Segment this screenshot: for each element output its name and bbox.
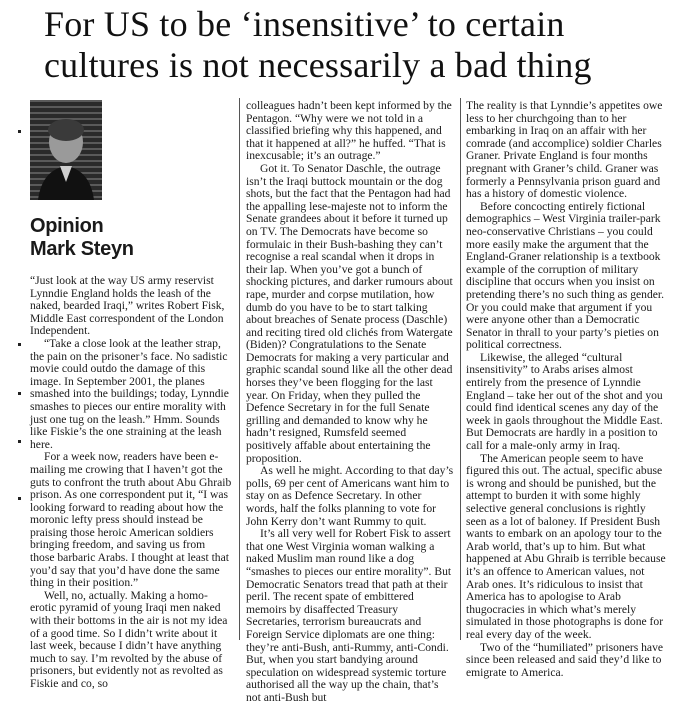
paragraph: It’s all very well for Robert Fisk to assert that one West Virginia woman walking a naked Muslim man round like a dog “smashes to pieces our entire morality”. But Democratic Senators tread that path at their peril. The recent spate of embittered memoirs by disaffected Treasury Secretaries, terrorism bureaucrats and Foreign Service diplomats are one thing: they’re anti-Bush, anti-Rummy, anti-Condi. But, when you start bandying around speculation on widespread systemic torture authorised all the way up the chain, that’s not anti-Bush but [246,527,452,704]
headline-line-1: For US to be ‘insensitive’ to certain [44,4,565,44]
column-divider [239,98,240,640]
section-label: Opinion [30,215,104,237]
paragraph: The reality is that Lynndie’s appetites owe less to her churchgoing than to her embarking in Iraq on an affair with her comrade (and accomplice) soldier Charles Graner. Private England is four months pregnant with Graner’s child. Graner was formerly a Pennsylvania prison guard and has a history of domestic violence. [466,99,663,201]
paragraph: “Just look at the way US army reservist Lynndie England holds the leash of the naked, bearded Iraqi,” writes Robert Fisk, Middle East correspondent of the London Independent. [30,274,225,338]
article-column-3 [466,100,668,679]
article-column-2 [246,100,454,705]
margin-mark [18,343,21,346]
paragraph: Got it. To Senator Daschle, the outrage isn’t the Iraqi buttock mountain or the dog shots, but the fact that the Pentagon had had the appalling lese-majeste not to inform the Senate grandees about it before it turned up on TV. The Democrats have become so formulaic in their Bush-bashing they can’t recognise a real scandal when it drops in their lap. When you’ve got a bunch of shocking pictures, and darker rumours about rape, murder and corpse mutilation, how dumb do you have to be to start talking about breaches of Senate process (Daschle) and reciting tired old clichés from Watergate (Biden)? Congratulations to the Senate Democrats for making a very particular and graphic scandal sound like all the other dead horses they’ve been flogging for the last year. On Friday, when they pulled the Defence Secretary in for the full Senate grilling and demanded to know why he hadn’t resigned, Rumsfeld seemed positively affable about entertaining the proposition. [246,161,453,465]
headline [44,4,664,86]
paragraph: Before concocting entirely fictional demographics – West Virginia trailer-park neo-conservative Christians – you could more easily make the argument that the England-Graner relationship is a textbook example of the corruption of military discipline that occurs when you insist on pretending there’s no such thing as gender. Or you could make that argument if you were anyone other than a Democratic Senator in thrall to your party’s pieties on political correctness. [466,199,665,352]
paragraph: Likewise, the alleged “cultural insensitivity” to Arabs arises almost entirely from the presence of Lynndie England – take her out of the shot and you could find identical scenes any day of the week in gaols throughout the Middle East. But Democrats are hardly in a position to call for a male-only army in Iraq. [466,350,663,453]
paragraph: As well he might. According to that day’s polls, 69 per cent of Americans want him to stay on as Defence Secretary. In other words, half the folks planning to vote for John Kerry don’t want Rummy to quit. [246,464,454,528]
paragraph: “Take a close look at the leather strap, the pain on the prisoner’s face. No sadistic movie could outdo the damage of this image. In September 2001, the planes smashed into the buildings; today, Lynndie smashes to pieces our entire morality with just one tug on the leash.” Hmm. Sounds like Fiskie’s the one straining at the leash here. [30,336,229,451]
author-portrait-icon [30,100,102,200]
article-column-1 [30,275,232,691]
paragraph: The American people seem to have figured this out. The actual, specific abuse is wrong and should be punished, but the attempt to burden it with some highly selective general conclusions is rightly seen as a lot of baloney. If President Bush wants to embark on an apology tour to the Arab world, that’s up to him. But what happened at Abu Ghraib is terrible because it’s an offence to American values, not Arab ones. It’s ridiculous to insist that America has to apologise to Arab thugocracies in which what’s merely simulated in those photographs is done for real every day of the week. [466,451,666,641]
margin-mark [18,392,21,395]
margin-mark [18,440,21,443]
paragraph: colleagues hadn’t been kept informed by the Pentagon. “Why were we not told in a classified briefing why this happened, and that it happened at all?” he huffed. “That is inexcusable; it’s an outrage.” [246,99,452,163]
author-name: Mark Steyn [30,238,134,260]
column-divider [460,98,461,640]
author-portrait [30,100,102,200]
margin-mark [18,130,21,133]
paragraph: Well, no, actually. Making a homo-erotic pyramid of young Iraqi men naked with their bottoms in the air is not my idea of a good time. So I didn’t write about it last week, because I didn’t have anything much to say. I’m revolted by the abuse of prisoners, but evidently not as revolted as Fiskie and co, so [30,588,228,690]
paragraph: Two of the “humiliated” prisoners have since been released and said they’d like to emigrate to America. [466,640,664,679]
paragraph: For a week now, readers have been e-mailing me crowing that I haven’t got the guts to confront the truth about Abu Ghraib prison. As one correspondent put it, “I was looking forward to reading about how the moronic lefty press should instead be praising those heroic American soldiers bringing freedom, and saving us from those barbaric Arabs. I thought at least that you’d say that you’d have done the same thing in their position.” [30,450,232,590]
margin-mark [18,497,21,500]
headline-line-2: cultures is not necessarily a bad thing [44,45,592,85]
